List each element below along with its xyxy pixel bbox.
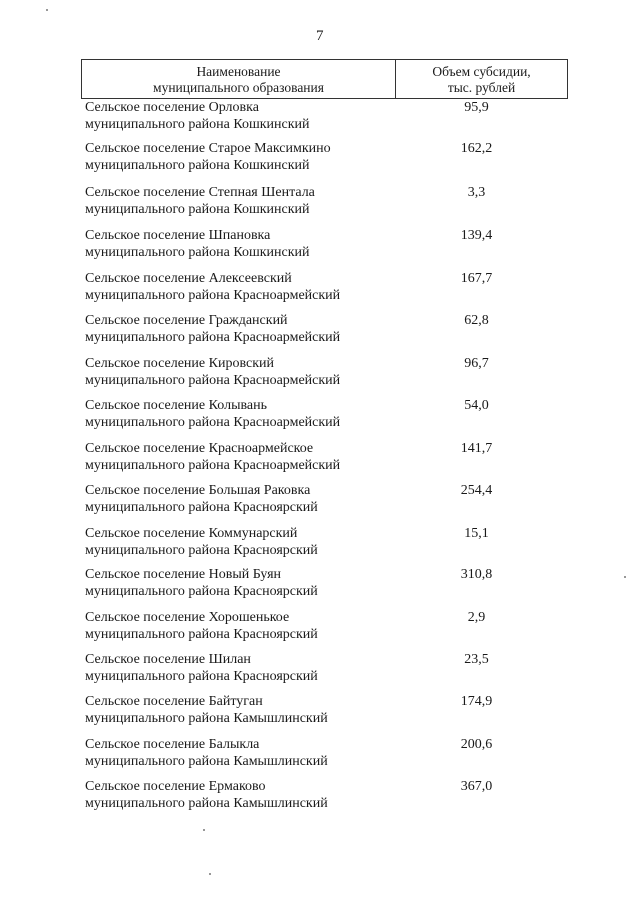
municipality-name [81,609,397,651]
subsidy-amount: 174,9 [460,694,493,709]
subsidy-amount: 139,4 [460,228,493,243]
table-row [81,355,568,397]
district-name: муниципального района Красноярский [85,500,318,515]
district-name: муниципального района Кошкинский [85,117,310,132]
settlement-name: Сельское поселение Коммунарский [85,526,298,541]
settlement-name: Сельское поселение Колывань [85,398,267,413]
district-name: муниципального района Красноармейский [85,288,341,303]
municipality-name [81,778,397,820]
table-body [81,99,568,820]
district-name: муниципального района Красноармейский [85,373,341,388]
municipality-name [81,140,397,184]
settlement-name: Сельское поселение Хорошенькое [85,610,290,625]
municipality-name [81,312,397,355]
table-row [81,566,568,609]
settlement-name: Сельское поселение Новый Буян [85,567,282,582]
settlement-name: Сельское поселение Степная Шентала [85,185,315,200]
settlement-name: Сельское поселение Орловка [85,100,259,115]
municipality-name [81,270,397,312]
district-name: муниципального района Кошкинский [85,245,310,260]
table-row [81,693,568,736]
header-municipality: Наименование муниципального образования [82,60,396,98]
district-name: муниципального района Красноармейский [85,458,341,473]
table-row [81,651,568,693]
table-row [81,482,568,525]
district-name: муниципального района Красноярский [85,584,318,599]
subsidy-amount: 62,8 [464,313,489,328]
subsidy-amount: 310,8 [460,567,493,582]
header-subsidy-amount: Объем субсидии, тыс. рублей [432,63,531,95]
district-name: муниципального района Кошкинский [85,158,310,173]
district-name: муниципального района Камышлинский [85,754,328,769]
district-name: муниципального района Камышлинский [85,796,328,811]
subsidy-amount: 2,9 [467,610,486,625]
subsidy-amount: 162,2 [460,141,493,156]
district-name: муниципального района Красноярский [85,543,318,558]
district-name: муниципального района Красноярский [85,627,318,642]
page-number: 7 [316,28,324,44]
settlement-name: Сельское поселение Кировский [85,356,274,371]
subsidy-amount: 96,7 [464,356,489,371]
settlement-name: Сельское поселение Гражданский [85,313,288,328]
subsidy-amount: 367,0 [460,779,493,794]
municipality-name [81,184,397,227]
table-row [81,525,568,566]
table-row [81,184,568,227]
subsidy-amount: 167,7 [460,271,493,286]
municipality-name [81,525,397,566]
municipality-name [81,355,397,397]
municipality-name [81,397,397,440]
district-name: муниципального района Красноармейский [85,330,341,345]
subsidy-amount: 141,7 [460,441,493,456]
settlement-name: Сельское поселение Байтуган [85,694,263,709]
subsidy-amount: 54,0 [464,398,489,413]
settlement-name: Сельское поселение Большая Раковка [85,483,311,498]
subsidy-amount: 15,1 [464,526,489,541]
municipality-name [81,566,397,609]
table-row [81,227,568,270]
subsidy-amount: 95,9 [464,100,489,115]
table-row [81,140,568,184]
scan-speck [624,576,626,578]
table-row [81,609,568,651]
municipality-name [81,482,397,525]
subsidy-amount: 200,6 [460,737,493,752]
municipality-name [81,651,397,693]
municipality-name [81,736,397,778]
municipality-name [81,227,397,270]
district-name: муниципального района Кошкинский [85,202,310,217]
table-row [81,440,568,482]
subsidy-amount: 23,5 [464,652,489,667]
district-name: муниципального района Красноармейский [85,415,341,430]
subsidy-amount: 3,3 [467,185,486,200]
district-name: муниципального района Камышлинский [85,711,328,726]
municipality-name [81,99,397,140]
table-row [81,397,568,440]
settlement-name: Сельское поселение Старое Максимкино [85,141,331,156]
settlement-name: Сельское поселение Ермаково [85,779,266,794]
settlement-name: Сельское поселение Алексеевский [85,271,292,286]
settlement-name: Сельское поселение Шилан [85,652,251,667]
table-row [81,736,568,778]
settlement-name: Сельское поселение Балыкла [85,737,260,752]
table-row [81,270,568,312]
table-header [81,59,568,99]
municipality-name [81,440,397,482]
settlement-name: Сельское поселение Красноармейское [85,441,314,456]
scan-speck [209,873,211,875]
settlement-name: Сельское поселение Шпановка [85,228,271,243]
scan-speck [46,9,48,11]
table-row [81,99,568,140]
table-row [81,312,568,355]
scan-speck [203,829,205,831]
subsidy-amount: 254,4 [460,483,493,498]
district-name: муниципального района Красноярский [85,669,318,684]
subsidy-table [81,59,568,820]
municipality-name [81,693,397,736]
table-row [81,778,568,820]
